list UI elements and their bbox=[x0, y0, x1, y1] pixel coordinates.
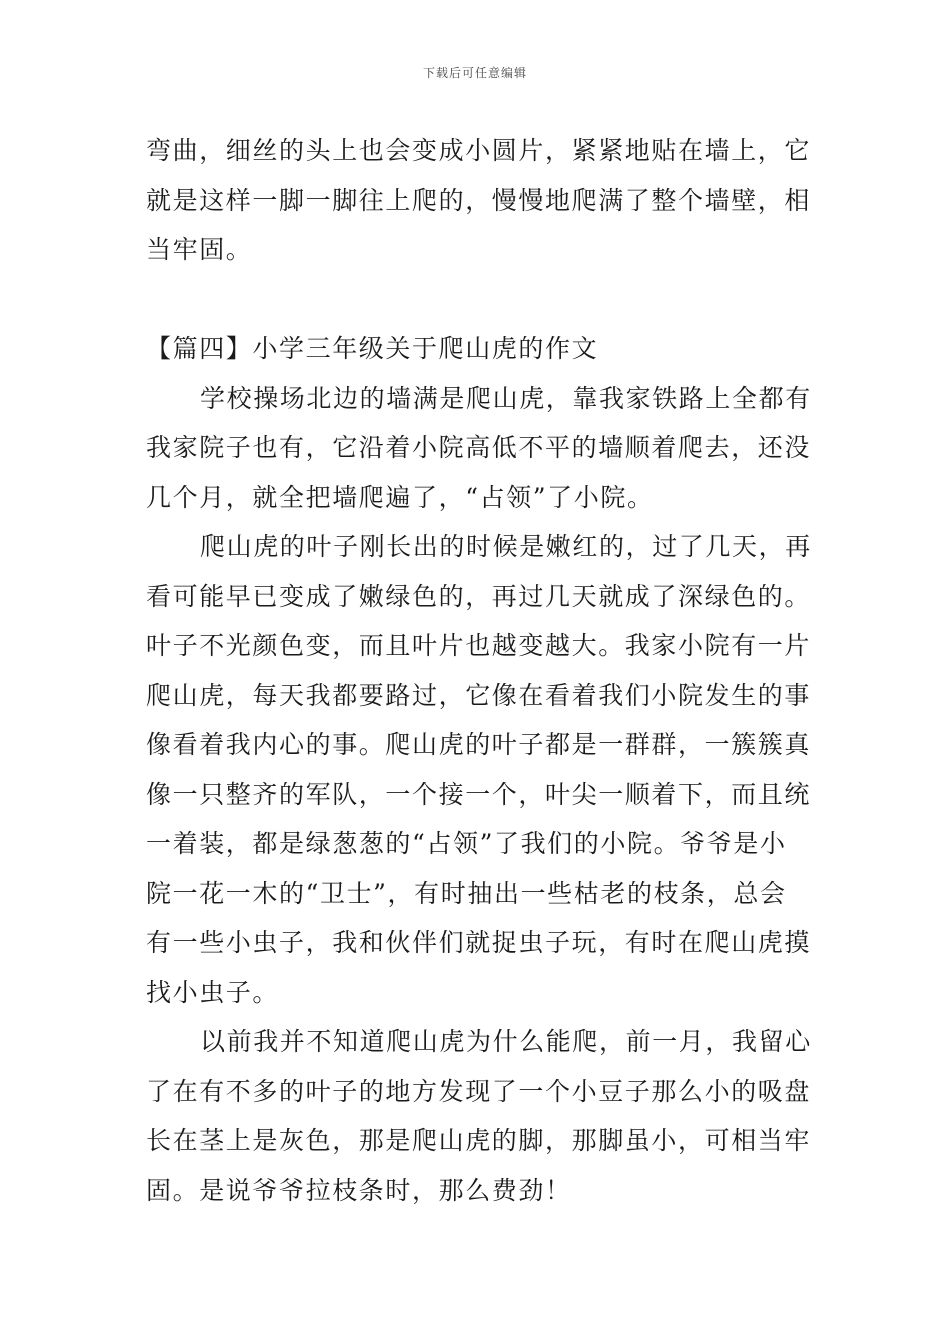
text-line: 爬山虎，每天我都要路过，它像在看着我们小院发生的事 bbox=[146, 680, 812, 710]
text-line: 像看着我内心的事。爬山虎的叶子都是一群群，一簇簇真 bbox=[146, 730, 812, 759]
text-line: 一着装，都是绿葱葱的“占领”了我们的小院。爷爷是小 bbox=[146, 829, 787, 858]
text-line: 固。是说爷爷拉枝条时，那么费劲！ bbox=[146, 1175, 572, 1205]
text-line: 就是这样一脚一脚往上爬的，慢慢地爬满了整个墙壁，相 bbox=[146, 185, 812, 215]
page-header: 下载后可任意编辑 bbox=[422, 66, 527, 80]
text-line: 找小虫子。 bbox=[146, 977, 280, 1007]
text-line: 以前我并不知道爬山虎为什么能爬，前一月，我留心 bbox=[200, 1027, 812, 1056]
text-line: 弯曲，细丝的头上也会变成小圆片，紧紧地贴在墙上，它 bbox=[146, 136, 812, 165]
text-line: 了在有不多的叶子的地方发现了一个小豆子那么小的吸盘 bbox=[146, 1076, 812, 1106]
text-line: 学校操场北边的墙满是爬山虎，靠我家铁路上全都有 bbox=[200, 383, 812, 413]
text-line: 当牢固。 bbox=[146, 235, 253, 264]
document-body bbox=[146, 126, 814, 1215]
text-line: 几个月，就全把墙爬遍了，“占领”了小院。 bbox=[146, 482, 654, 512]
paragraph-gap bbox=[146, 275, 814, 325]
text-line: 我家院子也有，它沿着小院高低不平的墙顺着爬去，还没 bbox=[146, 433, 812, 462]
text-line: 爬山虎的叶子刚长出的时候是嫩红的，过了几天，再 bbox=[200, 532, 812, 561]
text-line: 像一只整齐的军队，一个接一个，叶尖一顺着下，而且统 bbox=[146, 779, 812, 809]
text-line: 长在茎上是灰色，那是爬山虎的脚，那脚虽小，可相当牢 bbox=[146, 1126, 812, 1155]
text-line: 看可能早已变成了嫩绿色的，再过几天就成了深绿色的。 bbox=[146, 581, 812, 611]
text-line: 有一些小虫子，我和伙伴们就捉虫子玩，有时在爬山虎摸 bbox=[146, 928, 812, 957]
text-line: 叶子不光颜色变，而且叶片也越变越大。我家小院有一片 bbox=[146, 631, 812, 660]
text-line: 院一花一木的“卫士”，有时抽出一些枯老的枝条，总会 bbox=[146, 878, 787, 908]
section-heading: 【篇四】小学三年级关于爬山虎的作文 bbox=[146, 334, 599, 363]
